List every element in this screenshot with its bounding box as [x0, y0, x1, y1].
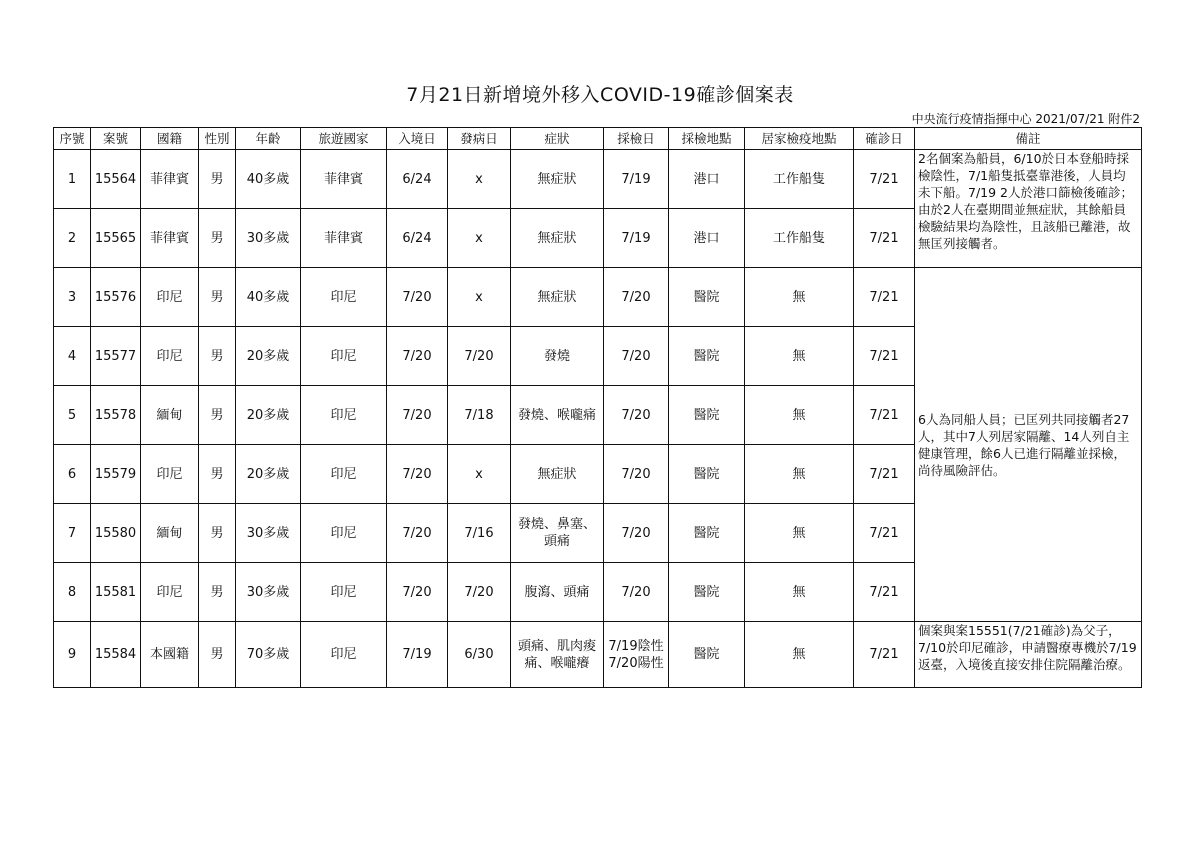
- cell-entry: 6/24: [387, 150, 448, 209]
- cell-age: 30多歲: [236, 209, 301, 268]
- cell-sample-date: 7/20: [604, 504, 669, 563]
- cell-sample-place: 港口: [669, 209, 745, 268]
- cell-sample-date: 7/19: [604, 209, 669, 268]
- cell-no: 2: [54, 209, 91, 268]
- cell-onset: x: [448, 209, 511, 268]
- cell-quarantine: 無: [745, 445, 854, 504]
- cell-no: 9: [54, 622, 91, 688]
- cell-onset: x: [448, 445, 511, 504]
- cell-age: 40多歲: [236, 150, 301, 209]
- cell-sex: 男: [199, 150, 236, 209]
- cell-confirm: 7/21: [854, 386, 915, 445]
- cell-quarantine: 無: [745, 563, 854, 622]
- cell-confirm: 7/21: [854, 563, 915, 622]
- cell-country: 印尼: [301, 622, 387, 688]
- cell-sample-date: 7/20: [604, 327, 669, 386]
- header-cell: 發病日: [448, 128, 511, 150]
- cell-case: 15576: [91, 268, 141, 327]
- cell-sample-place: 醫院: [669, 563, 745, 622]
- cell-case: 15579: [91, 445, 141, 504]
- table-row: [54, 622, 1142, 688]
- cell-onset: 7/20: [448, 327, 511, 386]
- cell-symptom: 發燒、鼻塞、頭痛: [511, 504, 604, 563]
- cell-sex: 男: [199, 386, 236, 445]
- cell-symptom: 無症狀: [511, 445, 604, 504]
- cell-sex: 男: [199, 268, 236, 327]
- cell-nationality: 印尼: [141, 445, 199, 504]
- cell-case: 15580: [91, 504, 141, 563]
- header-row: [54, 128, 1142, 150]
- cell-symptom: 無症狀: [511, 209, 604, 268]
- note-cell: 個案與案15551(7/21確診)為父子，7/10於印尼確診，申請醫療專機於7/19返臺，入境後直接安排住院隔離治療。: [915, 622, 1142, 688]
- cell-confirm: 7/21: [854, 445, 915, 504]
- header-cell: 採檢日: [604, 128, 669, 150]
- cell-entry: 6/24: [387, 209, 448, 268]
- cell-no: 3: [54, 268, 91, 327]
- cell-sample-date: 7/19: [604, 150, 669, 209]
- cell-symptom: 無症狀: [511, 268, 604, 327]
- cell-nationality: 本國籍: [141, 622, 199, 688]
- cell-confirm: 7/21: [854, 150, 915, 209]
- cell-country: 印尼: [301, 445, 387, 504]
- cell-entry: 7/20: [387, 386, 448, 445]
- cell-country: 印尼: [301, 268, 387, 327]
- cell-sex: 男: [199, 445, 236, 504]
- header-cell: 序號: [54, 128, 91, 150]
- cell-sex: 男: [199, 327, 236, 386]
- cell-sample-date: 7/20: [604, 386, 669, 445]
- cell-entry: 7/20: [387, 445, 448, 504]
- cell-no: 4: [54, 327, 91, 386]
- cell-quarantine: 無: [745, 504, 854, 563]
- header-cell: 採檢地點: [669, 128, 745, 150]
- cell-nationality: 菲律賓: [141, 209, 199, 268]
- note-cell: 2名個案為船員，6/10於日本登船時採檢陰性，7/1船隻抵臺靠港後，人員均未下船。7/19 2人於港口篩檢後確診；由於2人在臺期間並無症狀，其餘船員檢驗結果均為陰性，且該船已離港，故無匡列接觸者。: [915, 150, 1142, 268]
- cell-onset: x: [448, 150, 511, 209]
- cell-nationality: 緬甸: [141, 504, 199, 563]
- cell-sex: 男: [199, 563, 236, 622]
- cell-nationality: 印尼: [141, 563, 199, 622]
- header-cell: 備註: [915, 128, 1142, 150]
- cell-symptom: 腹瀉、頭痛: [511, 563, 604, 622]
- cell-age: 20多歲: [236, 327, 301, 386]
- cell-sample-date: 7/20: [604, 445, 669, 504]
- cell-case: 15564: [91, 150, 141, 209]
- header-cell: 性別: [199, 128, 236, 150]
- cell-sample-place: 醫院: [669, 504, 745, 563]
- cell-entry: 7/20: [387, 563, 448, 622]
- cell-age: 30多歲: [236, 504, 301, 563]
- cell-sample-date: 7/20: [604, 268, 669, 327]
- cell-confirm: 7/21: [854, 504, 915, 563]
- header-cell: 居家檢疫地點: [745, 128, 854, 150]
- cell-country: 菲律賓: [301, 209, 387, 268]
- cell-symptom: 發燒: [511, 327, 604, 386]
- cell-country: 印尼: [301, 327, 387, 386]
- source-line: 中央流行疫情指揮中心 2021/07/21 附件2: [911, 112, 1140, 126]
- cell-sample-date: 7/19陰性 7/20陽性: [604, 622, 669, 688]
- cell-age: 30多歲: [236, 563, 301, 622]
- cell-confirm: 7/21: [854, 622, 915, 688]
- cell-onset: 7/20: [448, 563, 511, 622]
- cell-onset: 6/30: [448, 622, 511, 688]
- cell-age: 20多歲: [236, 386, 301, 445]
- cell-sample-place: 醫院: [669, 622, 745, 688]
- cell-nationality: 緬甸: [141, 386, 199, 445]
- cell-country: 菲律賓: [301, 150, 387, 209]
- cell-country: 印尼: [301, 386, 387, 445]
- header-cell: 入境日: [387, 128, 448, 150]
- cell-country: 印尼: [301, 563, 387, 622]
- cell-no: 7: [54, 504, 91, 563]
- cell-quarantine: 無: [745, 327, 854, 386]
- cell-age: 40多歲: [236, 268, 301, 327]
- cell-quarantine: 無: [745, 622, 854, 688]
- cell-no: 1: [54, 150, 91, 209]
- cell-symptom: 頭痛、肌肉痠痛、喉嚨癢: [511, 622, 604, 688]
- header-cell: 年齡: [236, 128, 301, 150]
- cell-sample-place: 醫院: [669, 327, 745, 386]
- cell-quarantine: 工作船隻: [745, 209, 854, 268]
- cell-sex: 男: [199, 504, 236, 563]
- cell-nationality: 菲律賓: [141, 150, 199, 209]
- cell-quarantine: 工作船隻: [745, 150, 854, 209]
- cell-onset: 7/18: [448, 386, 511, 445]
- cell-no: 8: [54, 563, 91, 622]
- cell-nationality: 印尼: [141, 268, 199, 327]
- cell-symptom: 無症狀: [511, 150, 604, 209]
- cell-case: 15584: [91, 622, 141, 688]
- cell-case: 15578: [91, 386, 141, 445]
- table-row: [54, 268, 1142, 327]
- cell-age: 70多歲: [236, 622, 301, 688]
- cell-onset: 7/16: [448, 504, 511, 563]
- cell-sample-place: 醫院: [669, 268, 745, 327]
- header-cell: 國籍: [141, 128, 199, 150]
- cell-quarantine: 無: [745, 268, 854, 327]
- cell-country: 印尼: [301, 504, 387, 563]
- header-cell: 旅遊國家: [301, 128, 387, 150]
- cell-sex: 男: [199, 622, 236, 688]
- cell-case: 15577: [91, 327, 141, 386]
- cell-age: 20多歲: [236, 445, 301, 504]
- cell-case: 15581: [91, 563, 141, 622]
- cell-quarantine: 無: [745, 386, 854, 445]
- cell-onset: x: [448, 268, 511, 327]
- cell-symptom: 發燒、喉嚨痛: [511, 386, 604, 445]
- cell-case: 15565: [91, 209, 141, 268]
- cell-sex: 男: [199, 209, 236, 268]
- cell-entry: 7/20: [387, 327, 448, 386]
- cell-sample-place: 醫院: [669, 386, 745, 445]
- cell-sample-date: 7/20: [604, 563, 669, 622]
- cell-confirm: 7/21: [854, 209, 915, 268]
- header-cell: 症狀: [511, 128, 604, 150]
- cell-confirm: 7/21: [854, 268, 915, 327]
- case-table: [53, 127, 1142, 688]
- cell-entry: 7/20: [387, 268, 448, 327]
- cell-nationality: 印尼: [141, 327, 199, 386]
- note-cell: 6人為同船人員；已匡列共同接觸者27人，其中7人列居家隔離、14人列自主健康管理，餘6人已進行隔離並採檢，尚待風險評估。: [915, 268, 1142, 622]
- table-row: [54, 150, 1142, 209]
- cell-entry: 7/19: [387, 622, 448, 688]
- header-cell: 案號: [91, 128, 141, 150]
- cell-no: 6: [54, 445, 91, 504]
- header-cell: 確診日: [854, 128, 915, 150]
- cell-sample-place: 港口: [669, 150, 745, 209]
- cell-confirm: 7/21: [854, 327, 915, 386]
- cell-no: 5: [54, 386, 91, 445]
- cell-sample-place: 醫院: [669, 445, 745, 504]
- cell-entry: 7/20: [387, 504, 448, 563]
- page-title: 7月21日新增境外移入COVID-19確診個案表: [406, 84, 794, 106]
